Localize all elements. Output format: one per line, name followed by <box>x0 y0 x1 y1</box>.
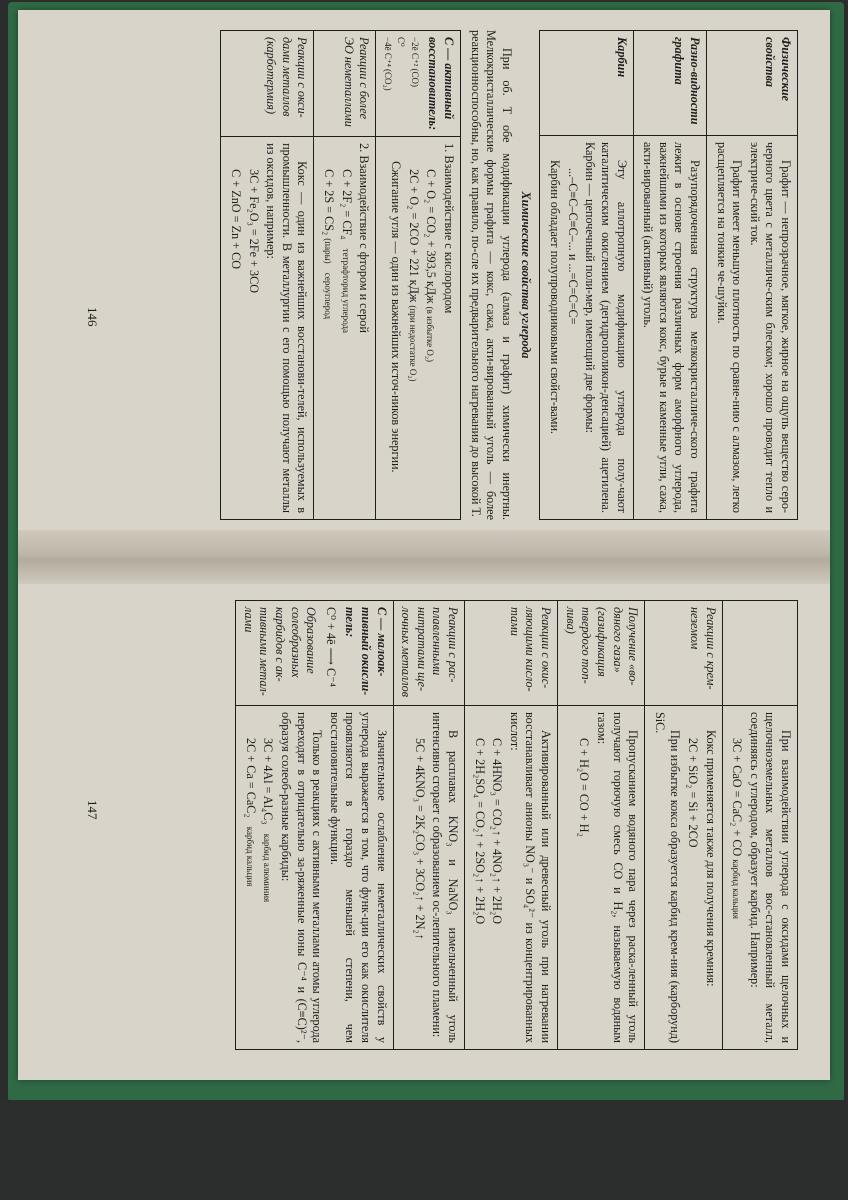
text-line: Разупорядоченная структура мелкокристалличе-ского графита лежит в основе строения различных форм аморфного углерода, важнейшими из которых являются кокс, бурые и каменные угли, сажа, акти-вированный (активный) уголь. <box>641 142 702 513</box>
scheme-line: −2ē C⁺² (CO) <box>409 37 420 88</box>
scheme-line: −4ē C⁺⁴ (CO₂) <box>382 37 393 91</box>
row-content <box>221 137 314 520</box>
row-label: Получение «во-дяного газа» (газификация твердого топ-лива) <box>558 601 645 706</box>
row-label: Физические свойства <box>706 31 797 136</box>
reactions-table-continued <box>235 600 798 1050</box>
table-row <box>706 31 797 520</box>
row-content <box>706 136 797 520</box>
reactions-table <box>220 30 461 520</box>
table-row <box>540 31 633 520</box>
text-line: Графит имеет меньшую плотность по сравне-нию с алмазом, легко расщепляется на тонкие че-шуйки. <box>714 142 745 513</box>
row-content <box>558 706 645 1050</box>
text-line: Активированный или древесный уголь при нагревании восстанавливает анионы NO₃⁻ и SO₄²⁻ из концентрированных кислот: <box>507 712 554 1043</box>
table-row <box>722 601 797 1050</box>
table-row <box>558 601 645 1050</box>
text-line: 1. Взаимодействие с кислородом <box>442 143 457 314</box>
label-text: С — малоак-тивный окисли-тель: <box>343 607 389 696</box>
page-number: 147 <box>85 800 100 820</box>
text-line: При избытке кокса образуется карбид крем-ния (карборунд) SiC. <box>652 712 683 1043</box>
formula: C + 4HNO₃ = CO₂↑ + 4NO₂↑ + 2H₂O <box>490 738 505 925</box>
scheme-line: C⁰ <box>396 37 407 47</box>
intro-paragraph: При об. Т обе модификации углерода (алмаз и графит) химически инертны. Мелкокристаллические формы графита — кокс, сажа, акти-вированный уголь — более реакционноспособны, но, как правило, по-сле их предварительного нагревания до высокой Т. <box>468 30 514 520</box>
oxidation-scheme: C⁰ + 4ē ⟶ C⁻⁴ <box>323 607 338 687</box>
formula: C + H₂O = CO + H₂ <box>577 738 592 837</box>
row-content <box>633 136 706 520</box>
row-content <box>645 706 722 1050</box>
formula: 3C + 4Al = Al₄C₃ карбид алюминия <box>261 738 276 903</box>
text-line: Только в реакциях с активными металлами атомы углерода переходят в отрицательно за-ряженные ионы C⁻⁴ и (C≡C)²⁻, образуя солеоб-разные карбиды: <box>278 712 325 1043</box>
formula: 2C + SiO₂ = Si + 2CO <box>685 738 700 848</box>
row-content <box>236 706 393 1050</box>
row-label <box>376 31 461 137</box>
table-row <box>221 31 314 520</box>
page-147 <box>98 600 798 1050</box>
label-text: С — активный восстановитель: <box>426 37 457 131</box>
text-line: При взаимодействии углерода с оксидами щелочных и щелочноземельных металлов вос-становленный металл, соединяясь с углеродом, образует карбид. Например: <box>747 712 793 1043</box>
text-line: Пропусканием водяного пара через раска-ленный уголь получают горючую смесь CO и H₂, называемую водяным газом: <box>594 712 641 1043</box>
formula: C + ZnO = Zn + CO <box>229 169 244 269</box>
row-label: Реакции с крем-неземом <box>645 601 722 706</box>
text-line: Эту аллотропную модификацию углерода полу-чают каталитическим окислением (дегидрополикон-денсацией) ацетилена. Карбин — цепочечный поли-мер, имеющий две формы: <box>583 142 629 513</box>
text-line: Кокс применяется также для получения кремния: <box>703 730 718 987</box>
formula: 3C + Fe₂O₃ = 2Fe + 3CO <box>246 169 261 294</box>
properties-table <box>539 30 798 520</box>
text-line: В расплавах KNO₃ и NaNO₃ измельченный уголь интенсивно сгорает с образованием ос-лепительного пламени: <box>430 712 461 1043</box>
row-content <box>393 706 464 1050</box>
text-line: 2. Взаимодействие с фтором и серой <box>357 143 372 333</box>
row-label: Реакции с окис-ляющими кисло-тами <box>465 601 558 706</box>
row-label: Разно-видности графита <box>633 31 706 136</box>
row-content <box>540 136 633 520</box>
row-label: Реакции с более ЭО неметаллами <box>314 31 376 137</box>
formula: C + O₂ = CO₂ + 393,5 кДж (в избытке O₂) <box>424 169 439 363</box>
text-line: Карбин обладает полупроводниковыми свойст-вами. <box>548 160 563 435</box>
table-row <box>633 31 706 520</box>
row-content <box>722 706 797 1050</box>
formula: C + 2H₂SO₄ = CO₂↑ + 2SO₂↑ + 2H₂O <box>472 738 487 925</box>
page-146 <box>98 30 798 520</box>
table-row <box>236 601 393 1050</box>
background-surface <box>0 1100 848 1200</box>
section-heading: Химические свойства углерода <box>519 191 534 359</box>
text-line: Сжигание угля — один из важнейших источ-ников энергии. <box>389 161 404 473</box>
formula: 3C + CaO = CaC₂ + CO карбид кальция <box>730 738 745 919</box>
row-label <box>722 601 797 706</box>
formula: 2C + O₂ = 2CO + 221 кДж (при недостатке O₂) <box>406 169 421 382</box>
row-content <box>376 137 461 520</box>
row-label <box>236 601 393 706</box>
open-book <box>18 10 830 1080</box>
formula: C + 2F₂ = CF₄ тетрафторид углерода <box>339 169 354 333</box>
label-text: Образование солеобразных карбидов с ак-тивными метал-лами <box>241 607 319 696</box>
page-number: 146 <box>85 307 100 327</box>
row-content <box>465 706 558 1050</box>
row-label: Карбин <box>540 31 633 136</box>
row-content <box>314 137 376 520</box>
text-line: Кокс — один из важнейших восстанови-телей, используемых в промышленности. В металлургии с его помощью получают металлы из оксидов, например: <box>264 143 310 513</box>
text-line: Значительное ослабление неметаллических свойств у углерода выражается в том, что функ-ции его как окислителя проявляются в гораздо меньшей степени, чем восстановительные функции. <box>327 712 389 1043</box>
table-row <box>393 601 464 1050</box>
formula: C + 2S = CS₂ (пары) сероуглерод <box>322 169 337 320</box>
oxidation-scheme <box>380 37 421 130</box>
table-row <box>465 601 558 1050</box>
table-row <box>376 31 461 520</box>
table-row <box>314 31 376 520</box>
row-label: Реакции с рас-плавленными нитратами ще-лочных металлов <box>393 601 464 706</box>
formula: ...–C≡C–C≡C–... и ...=C=C=C= <box>565 168 580 325</box>
row-label: Реакции с окси-дами металлов (карботермия) <box>221 31 314 137</box>
formula: 2C + Ca = CaC₂ карбид кальция <box>243 738 258 887</box>
text-line: Графит — непрозрачное, мягкое, жирное на ощупь вещество серо-черного цвета с металличе-ским блеском; хорошо проводит тепло и электриче-ский ток. <box>747 142 793 513</box>
table-row <box>645 601 722 1050</box>
book-gutter <box>18 530 830 584</box>
formula: 5C + 4KNO₃ = 2K₂CO₃ + 3CO₂↑ + 2N₂↑ <box>412 738 427 940</box>
